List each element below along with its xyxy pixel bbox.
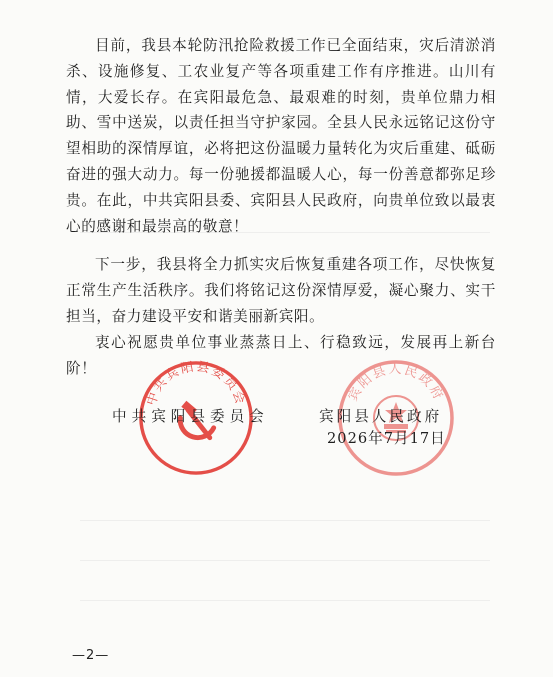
bleed-through-line xyxy=(80,520,490,521)
closing-wish: 衷心祝愿贵单位事业蒸蒸日上、行稳致远，发展再上新台阶！ xyxy=(66,334,496,377)
page-number: —2— xyxy=(72,648,110,663)
signature-government: 宾阳县人民政府 xyxy=(319,408,443,425)
svg-text:中共宾阳县委员会: 中共宾阳县委员会 xyxy=(144,359,248,408)
body-paragraph-2: 下一步，我县将全力抓实灾后恢复重建各项工作，尽快恢复正常生产生活秩序。我们将铭记这份深情厚爱，凝心聚力、实干担当，奋力建设平安和谐美丽新宾阳。 xyxy=(66,256,496,325)
bleed-through-line xyxy=(80,560,490,561)
body-paragraph-1: 目前，我县本轮防汛抢险救援工作已全面结束，灾后清淤消杀、设施修复、工农业复产等各项重建工作有序推进。山川有情，大爱长存。在宾阳最危急、最艰难的时刻，贵单位鼎力相助、雪中送炭，以责任担当守护家园。全县人民永远铭记这份守望相助的深情厚谊，必将把这份温暖力量转化为灾后重建、砥砺奋进的强大动力。每一份驰援都温暖人心，每一份善意都弥足珍贵。在此，中共宾阳县委、宾阳县人民政府，向贵单位致以最衷心的感谢和最崇高的敬意！ xyxy=(66,37,496,235)
signature-party-committee: 中共宾阳县委员会 xyxy=(112,408,269,425)
bleed-through-line xyxy=(80,600,490,601)
signature-date: 2026年7月17日 xyxy=(327,430,446,447)
svg-text:宾阳县人民政府: 宾阳县人民政府 xyxy=(345,362,447,404)
